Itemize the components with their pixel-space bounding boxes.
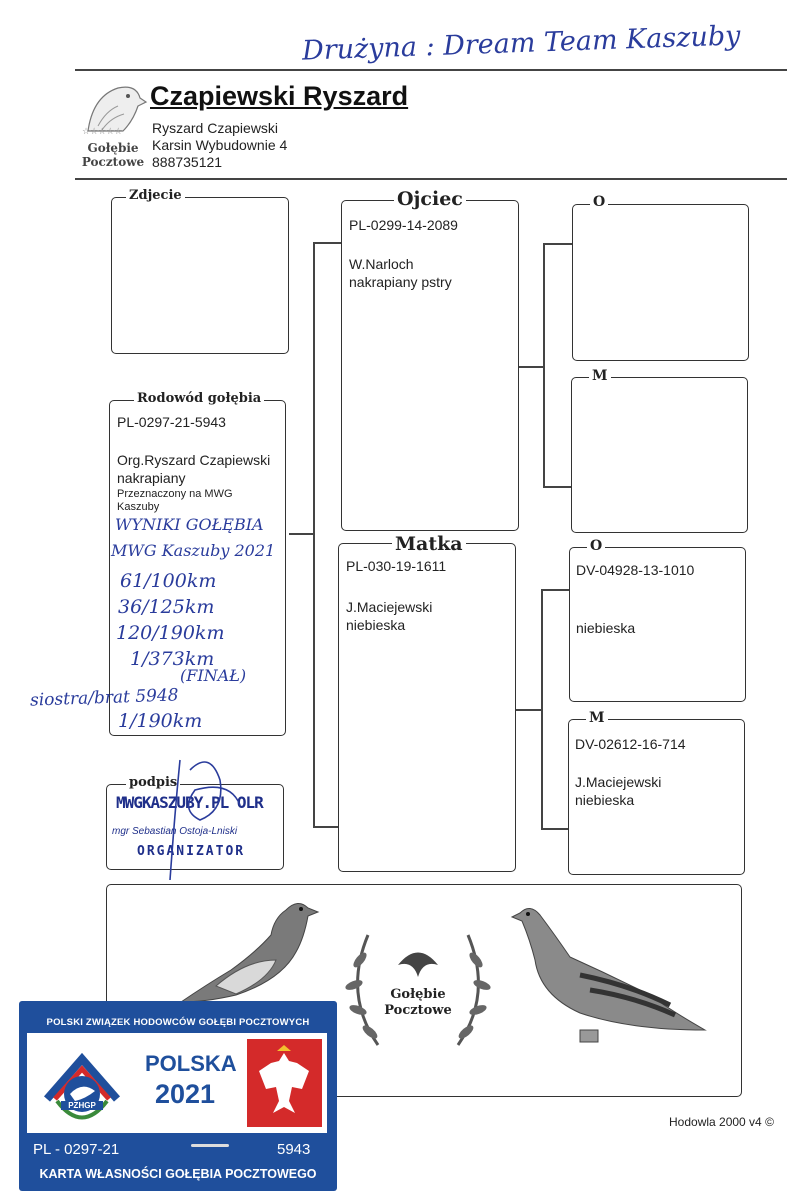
card-ring-prefix: PL - 0297-21 [33,1141,120,1158]
pigeon-color: nakrapiany [117,470,186,486]
laurel-wreath-icon [338,905,498,1065]
team-note: Drużyna : Dream Team Kaszuby [301,20,741,67]
card-inner [27,1033,327,1133]
card-title: KARTA WŁASNOŚCI GOŁĘBIA POCZTOWEGO [39,1167,317,1181]
mother-legend: Matka [392,535,466,554]
address: Karsin Wybudownie 4 [152,137,288,153]
right-pigeon-image [510,895,710,1065]
father-box [341,200,519,531]
mother-breeder: J.Maciejewski [346,599,433,615]
contact-name: Ryszard Czapiewski [152,120,279,136]
connector-to-mf [541,589,569,591]
pigeon-note-2: Kaszuby [117,501,160,513]
mm-breeder: J.Maciejewski [575,774,662,790]
father-color: nakrapiany pstry [349,274,452,290]
connector-to-father [313,242,341,244]
connector-mother-trunk [514,709,541,711]
connector-father-trunk [518,366,543,368]
mm-color: niebieska [575,792,635,808]
connector-mother-vertical [541,589,543,829]
mf-color: niebieska [576,620,636,636]
footer-brand: Hodowla 2000 v4 © [669,1115,774,1129]
phone: 888735121 [152,154,223,170]
connector-to-mother [313,826,338,828]
ff-box [572,204,749,361]
mother-box [338,543,516,872]
polish-eagle-icon [247,1039,322,1127]
fm-box [571,377,748,533]
fm-legend: M [589,369,611,383]
results-line-4: 36/125km [118,596,215,618]
mother-color: niebieska [346,617,406,633]
connector-to-fm [543,486,571,488]
connector-father-vertical [543,243,545,487]
emblem [338,905,498,1065]
results-line-7: (FINAŁ) [180,666,247,685]
photo-box [111,197,289,354]
mm-legend: M [586,711,608,725]
connector-main-trunk [289,533,313,535]
stamp-line-1: MWGKASZUBY.PL OLR [116,793,263,812]
mother-ring: PL-030-19-1611 [346,558,447,574]
pigeon-breeder: Org.Ryszard Czapiewski [117,452,271,468]
pigeon-legend: Rodowód gołębia [134,392,264,405]
results-line-5: 120/190km [116,622,225,644]
results-line-6: 1/373km [130,648,215,670]
sibling-result: 1/190km [118,710,203,732]
results-line-3: 61/100km [120,570,217,592]
card-org-name: POLSKI ZWIĄZEK HODOWCÓW GOŁĘBI POCZTOWYCH [46,1017,310,1028]
mf-ring: DV-04928-13-1010 [576,562,695,578]
father-breeder: W.Narloch [349,256,414,272]
mf-legend: O [587,539,605,553]
card-ring-bar [191,1144,229,1147]
emblem-text-2: Pocztowe [384,1003,452,1018]
mm-ring: DV-02612-16-714 [575,736,686,752]
header-bottom-rule [75,178,787,180]
ff-legend: O [590,195,608,209]
stamp-line-3: ORGANIZATOR [137,844,246,859]
photo-legend: Zdjecie [126,189,185,202]
connector-parents-vertical [313,242,315,827]
handwritten-signature [150,750,270,890]
pzhgp-logo-icon [37,1039,127,1127]
logo-abbr: PZHGP [61,1101,103,1110]
connector-to-mm [541,828,568,830]
ownership-card [19,1001,337,1191]
header-top-rule [75,69,787,71]
breeder-name: Czapiewski Ryszard [150,81,409,111]
results-line-2: MWG Kaszuby 2021 [111,541,276,560]
connector-to-ff [543,243,572,245]
pigeon-ring: PL-0297-21-5943 [117,414,226,430]
results-line-1: WYNIKI GOŁĘBIA [115,515,264,534]
sibling-note: siostra/brat 5948 [29,685,179,711]
left-pigeon-image [176,890,326,1010]
father-legend: Ojciec [394,190,466,209]
logo-text: Gołębie Pocztowe [81,141,145,169]
signature-legend: podpis [126,776,180,789]
pigeon-head-logo-icon [78,76,148,136]
pigeon-note-1: Przeznaczony na MWG [117,488,233,500]
card-country: POLSKA [145,1051,237,1076]
svg-text:☆☆☆☆☆: ☆☆☆☆☆ [82,127,123,136]
stamp-line-2: mgr Sebastian Ostoja-Lniski [112,826,238,837]
logo [78,76,148,168]
card-ring-number: 5943 [277,1141,311,1158]
emblem-text-1: Gołębie [390,987,446,1002]
father-ring: PL-0299-14-2089 [349,217,458,233]
card-year: 2021 [155,1079,216,1109]
